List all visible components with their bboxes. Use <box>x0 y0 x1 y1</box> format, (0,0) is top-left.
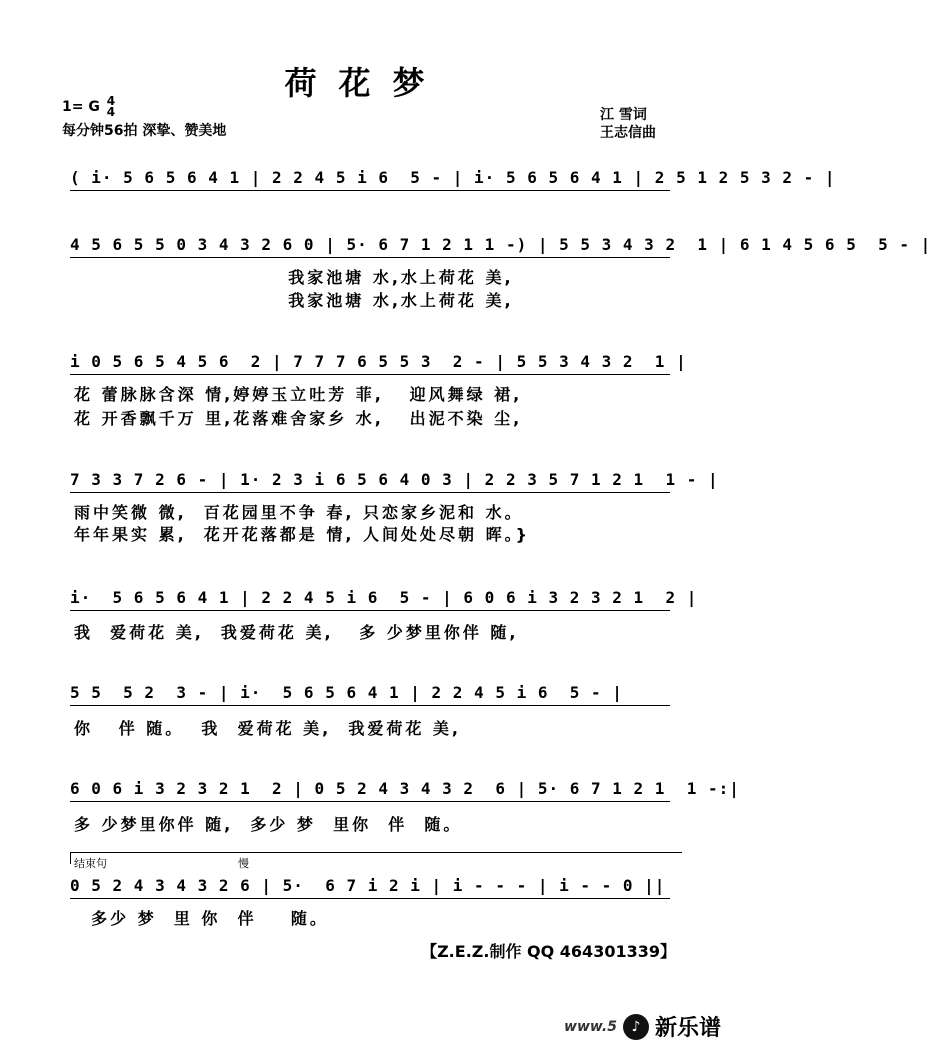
lyric-row-8: 多少 梦 里 你 伴 随。 <box>74 909 329 928</box>
beam-line <box>70 374 670 375</box>
ending-bracket-edge <box>70 852 71 864</box>
beam-line <box>70 898 670 899</box>
time-bottom: 4 <box>106 105 116 119</box>
lyric-row-2-verse-1: 我家池塘 水,水上荷花 美, <box>74 268 514 287</box>
staff-row-5: i· 5 6 5 6 4 1 | 2 2 4 5 i 6 5 - | 6 0 6 i 3 2 3 2 1 2 | <box>70 588 698 607</box>
lyric-row-4-verse-2: 年年果实 累, 花开花落都是 情, 人间处处尽朝 晖。} <box>74 525 530 544</box>
staff-row-6: 5 5 5 2 3 - | i· 5 6 5 6 4 1 | 2 2 4 5 i 6 5 - | <box>70 683 623 702</box>
staff-row-4: 7 3 3 7 2 6 - | 1· 2 3 i 6 5 6 4 0 3 | 2 2 3 5 7 1 2 1 1 - | <box>70 470 719 489</box>
key-signature <box>62 96 115 118</box>
lyricist: 江 雪词 <box>600 107 647 123</box>
key-label: 1= G <box>62 99 100 115</box>
time-signature <box>107 96 115 118</box>
staff-row-2: 4 5 6 5 5 0 3 4 3 2 6 0 | 5· 6 7 1 2 1 1 -) | 5 5 3 4 3 2 1 | 6 1 4 5 6 5 5 - | <box>70 235 931 254</box>
credit-text: 【Z.E.Z.制作 QQ 464301339】 <box>421 942 676 961</box>
lyric-row-6: 你 伴 随。 我 爱荷花 美, 我爱荷花 美, <box>74 719 462 738</box>
beam-line <box>70 801 670 802</box>
staff-row-8: 0 5 2 4 3 4 3 2 6 | 5· 6 7 i 2 i | i - - - | i - - 0 || <box>70 876 666 895</box>
staff-row-7: 6 0 6 i 3 2 3 2 1 2 | 0 5 2 4 3 4 3 2 6 | 5· 6 7 1 2 1 1 -:| <box>70 779 740 798</box>
beam-line <box>70 705 670 706</box>
lyric-row-3-verse-1: 花 蕾脉脉含深 情,婷婷玉立吐芳 菲, 迎风舞绿 裙, <box>74 385 523 404</box>
site-url: www.5 <box>564 1018 617 1035</box>
music-note-icon: ♪ <box>623 1014 649 1040</box>
lyric-row-2-verse-2: 我家池塘 水,水上荷花 美, <box>74 291 514 310</box>
lyric-row-7: 多 少梦里你伴 随, 多少 梦 里你 伴 随。 <box>74 815 463 834</box>
lyric-row-4-verse-1: 雨中笑微 微, 百花园里不争 春, 只恋家乡泥和 水。 <box>74 503 524 522</box>
beam-line <box>70 610 670 611</box>
site-logo-text: 新乐谱 <box>654 1016 721 1041</box>
beam-line <box>70 492 670 493</box>
time-top: 4 <box>106 94 116 108</box>
lyric-row-5: 我 爱荷花 美, 我爱荷花 美, 多 少梦里你伴 随, <box>74 623 519 642</box>
composer: 王志信曲 <box>600 125 656 141</box>
site-logo <box>564 1011 721 1042</box>
ending-label: 结束句 <box>74 857 107 870</box>
page-title: 荷花梦 <box>284 64 447 102</box>
beam-line <box>70 257 670 258</box>
staff-row-1: ( i· 5 6 5 6 4 1 | 2 2 4 5 i 6 5 - | i· 5 6 5 6 4 1 | 2 5 1 2 5 3 2 - | <box>70 168 836 187</box>
tempo-marking: 每分钟56拍 深挚、赞美地 <box>62 123 227 139</box>
lyric-row-3-verse-2: 花 开香飘千万 里,花落难舍家乡 水, 出泥不染 尘, <box>74 409 523 428</box>
ending-bracket <box>70 852 682 853</box>
slow-label: 慢 <box>238 857 249 870</box>
beam-line <box>70 190 670 191</box>
staff-row-3: i 0 5 6 5 4 5 6 2 | 7 7 7 6 5 5 3 2 - | 5 5 3 4 3 2 1 | <box>70 352 687 371</box>
